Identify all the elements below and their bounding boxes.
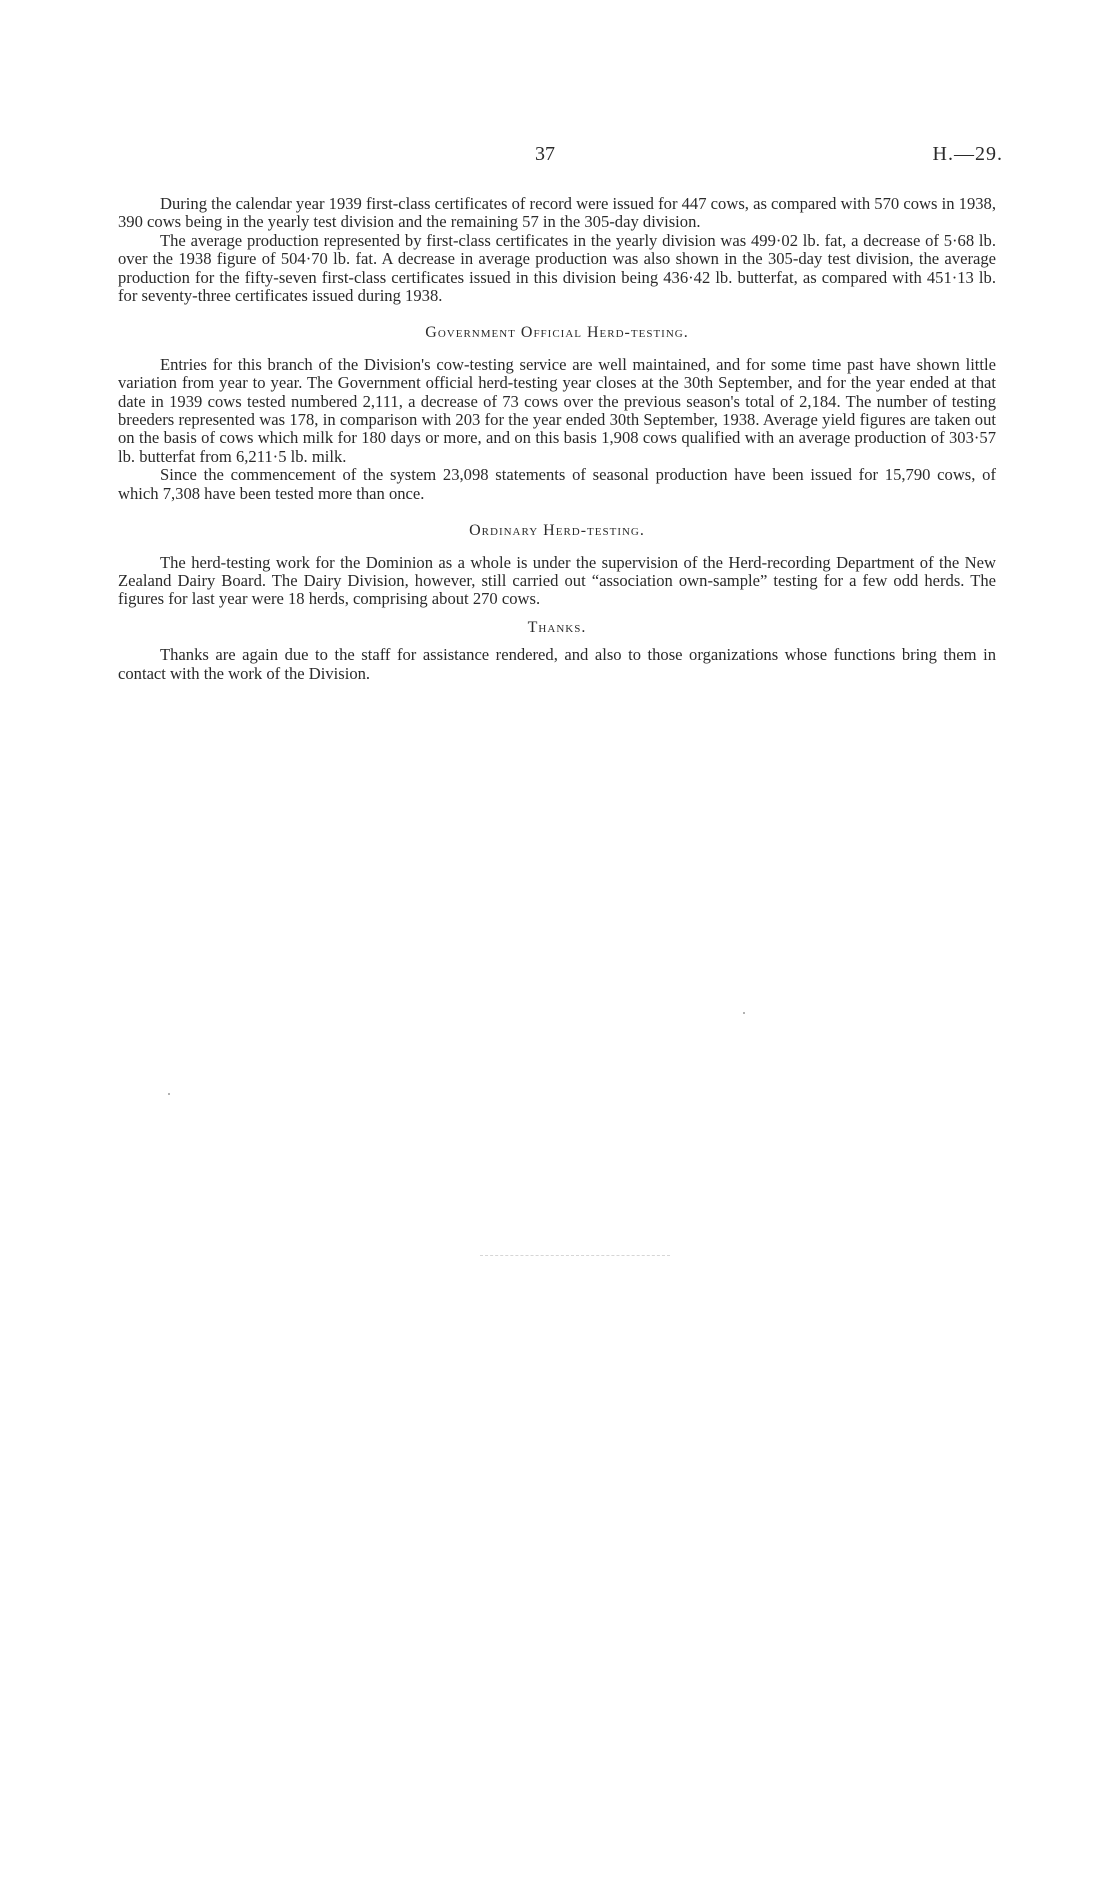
paragraph-ordinary-herd-testing: The herd-testing work for the Dominion as a whole is under the supervision of the Herd-recording Department of the New Zealand Dairy Board. The Dairy Division, however, still carried out “association own-sample” testing for a few odd herds. The figures for last year were 18 herds, comprising about 270 cows. [118,552,996,609]
paragraph-certificates: During the calendar year 1939 first-class certificates of record were issued for 447 cows, as compared with 570 cows in 1938, 390 cows being in the yearly test division and the remaining 57 in the 305-day division. [118,194,996,232]
heading-government-herd-testing: Government Official Herd-testing. [425,324,689,342]
paragraph-average-production: The average production represented by first-class certificates in the yearly division was 499·02 lb. fat, a decrease of 5·68 lb. over the 1938 figure of 504·70 lb. fat. A decrease in average production was also shown in the 305-day test division, the average production for the fifty-seven first-class certificates issued in this division being 436·42 lb. butterfat, as compared with 451·13 lb. for seventy-three certificates issued during 1938. [118,230,996,306]
paragraph-government-entries: Entries for this branch of the Division's cow-testing service are well maintained, and for some time past have shown little variation from year to year. The Government official herd-testing year closes at the 30th September, and for the year ended at that date in 1939 cows tested numbered 2,111, a decrease of 73 cows over the previous season's total of 2,184. The number of testing breeders represented was 178, in comparison with 203 for the year ended 30th September, 1938. Average yield figures are taken out on the basis of cows which milk for 180 days or more, and on this basis 1,908 cows qualified with an average production of 303·57 lb. butterfat from 6,211·5 lb. milk. [118,354,996,466]
paragraph-government-statements: Since the commencement of the system 23,098 statements of seasonal production have been issued for 15,790 cows, of which 7,308 have been tested more than once. [118,465,996,503]
heading-thanks: Thanks. [527,618,587,636]
document-body [118,195,996,683]
paragraph-thanks: Thanks are again due to the staff for assistance rendered, and also to those organizations whose functions bring them in contact with the work of the Division. [118,645,996,683]
scan-speck [743,1012,745,1014]
scan-speck [168,1093,170,1095]
heading-ordinary-herd-testing: Ordinary Herd-testing. [469,522,645,540]
page-number: 37 [535,143,555,165]
document-reference: H.—29. [932,143,1003,165]
page-header [0,143,1114,173]
faint-scan-rule [480,1255,670,1256]
